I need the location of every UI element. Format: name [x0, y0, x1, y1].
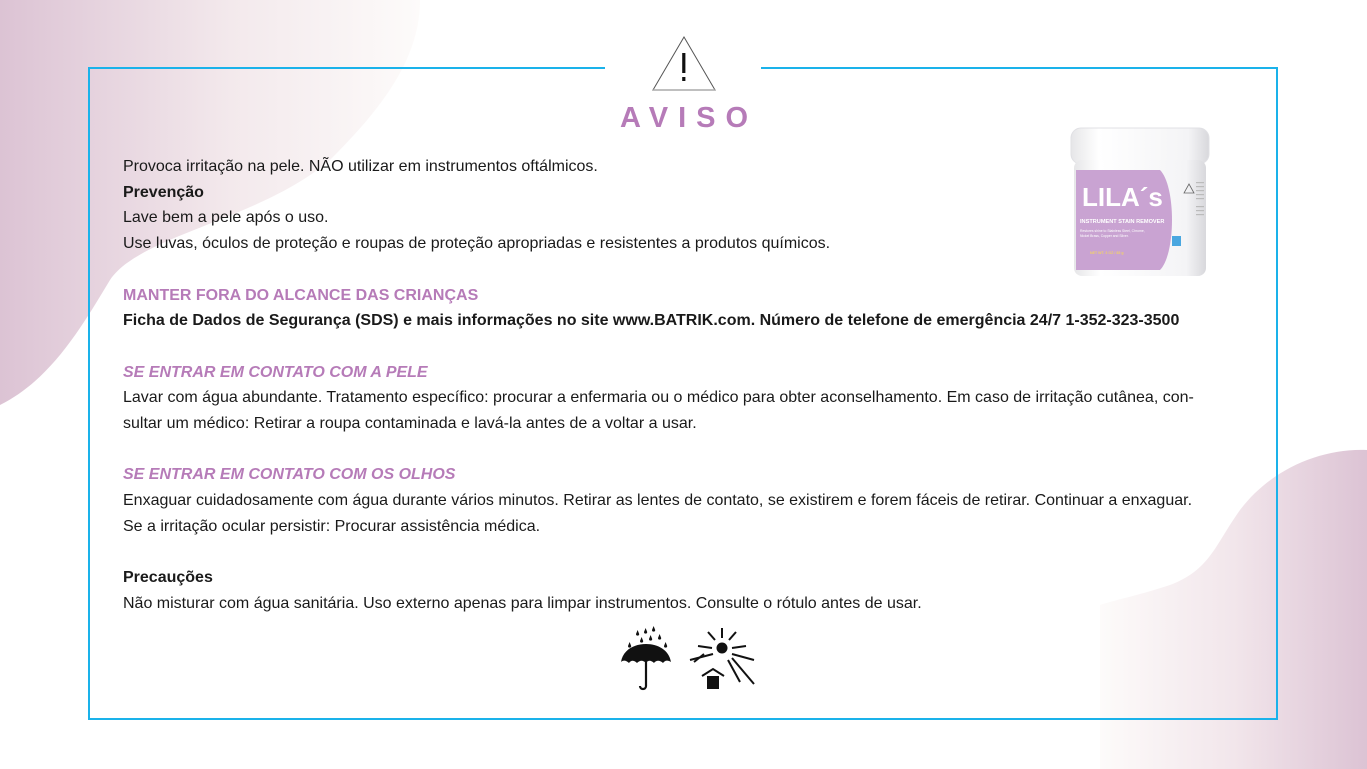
- product-subtitle: INSTRUMENT STAIN REMOVER: [1080, 219, 1165, 225]
- svg-text:Restores shine to Stainless St: Restores shine to Stainless Steel, Chrome,: [1080, 229, 1145, 233]
- eye-contact-line: Enxaguar cuidadosamente com água durante vários minutos. Retirar as lentes de contato, se existirem e forem fáceis de retirar. Continuar a enxaguar.: [123, 492, 1193, 510]
- skin-contact-heading: SE ENTRAR EM CONTATO COM A PELE: [123, 363, 428, 381]
- sds-info: Ficha de Dados de Segurança (SDS) e mais informações no site www.BATRIK.com. Número de telefone de emergência 24/7 1-352-323-3500: [123, 312, 1180, 330]
- page-title: AVISO: [619, 102, 759, 134]
- eye-contact-line: Se a irritação ocular persistir: Procurar assistência médica.: [123, 517, 541, 535]
- warning-triangle-icon: [651, 35, 717, 93]
- protect-from-sunlight-icon: [688, 626, 758, 692]
- product-brand: LILA´s: [1082, 182, 1163, 212]
- product-jar-image: [1068, 124, 1213, 284]
- prevention-line: Lave bem a pele após o uso.: [123, 209, 329, 227]
- precautions-heading: Precauções: [123, 569, 213, 587]
- children-heading: MANTER FORA DO ALCANCE DAS CRIANÇAS: [123, 286, 479, 304]
- prevention-line: Use luvas, óculos de proteção e roupas de proteção apropriadas e resistentes a produtos químicos.: [123, 235, 831, 253]
- skin-contact-line: Lavar com água abundante. Tratamento específico: procurar a enfermaria ou o médico para obter aconselhamento. Em caso de irritação cutânea, con-: [123, 389, 1194, 407]
- precautions-text: Não misturar com água sanitária. Uso externo apenas para limpar instrumentos. Consulte o rótulo antes de usar.: [123, 594, 922, 612]
- product-net-weight: NET WT. 3 OZ / 85 g: [1090, 251, 1124, 255]
- keep-dry-umbrella-icon: [618, 626, 676, 692]
- prevention-heading: Prevenção: [123, 183, 204, 201]
- skin-contact-line: sultar um médico: Retirar a roupa contaminada e lavá-la antes de a voltar a usar.: [123, 415, 697, 432]
- storage-symbols: [618, 626, 758, 696]
- svg-text:Nickel Brass, Copper and Silve: Nickel Brass, Copper and Silver.: [1080, 234, 1129, 238]
- hazard-statement: Provoca irritação na pele. NÃO utilizar em instrumentos oftálmicos.: [123, 158, 598, 175]
- eye-contact-heading: SE ENTRAR EM CONTATO COM OS OLHOS: [123, 466, 456, 484]
